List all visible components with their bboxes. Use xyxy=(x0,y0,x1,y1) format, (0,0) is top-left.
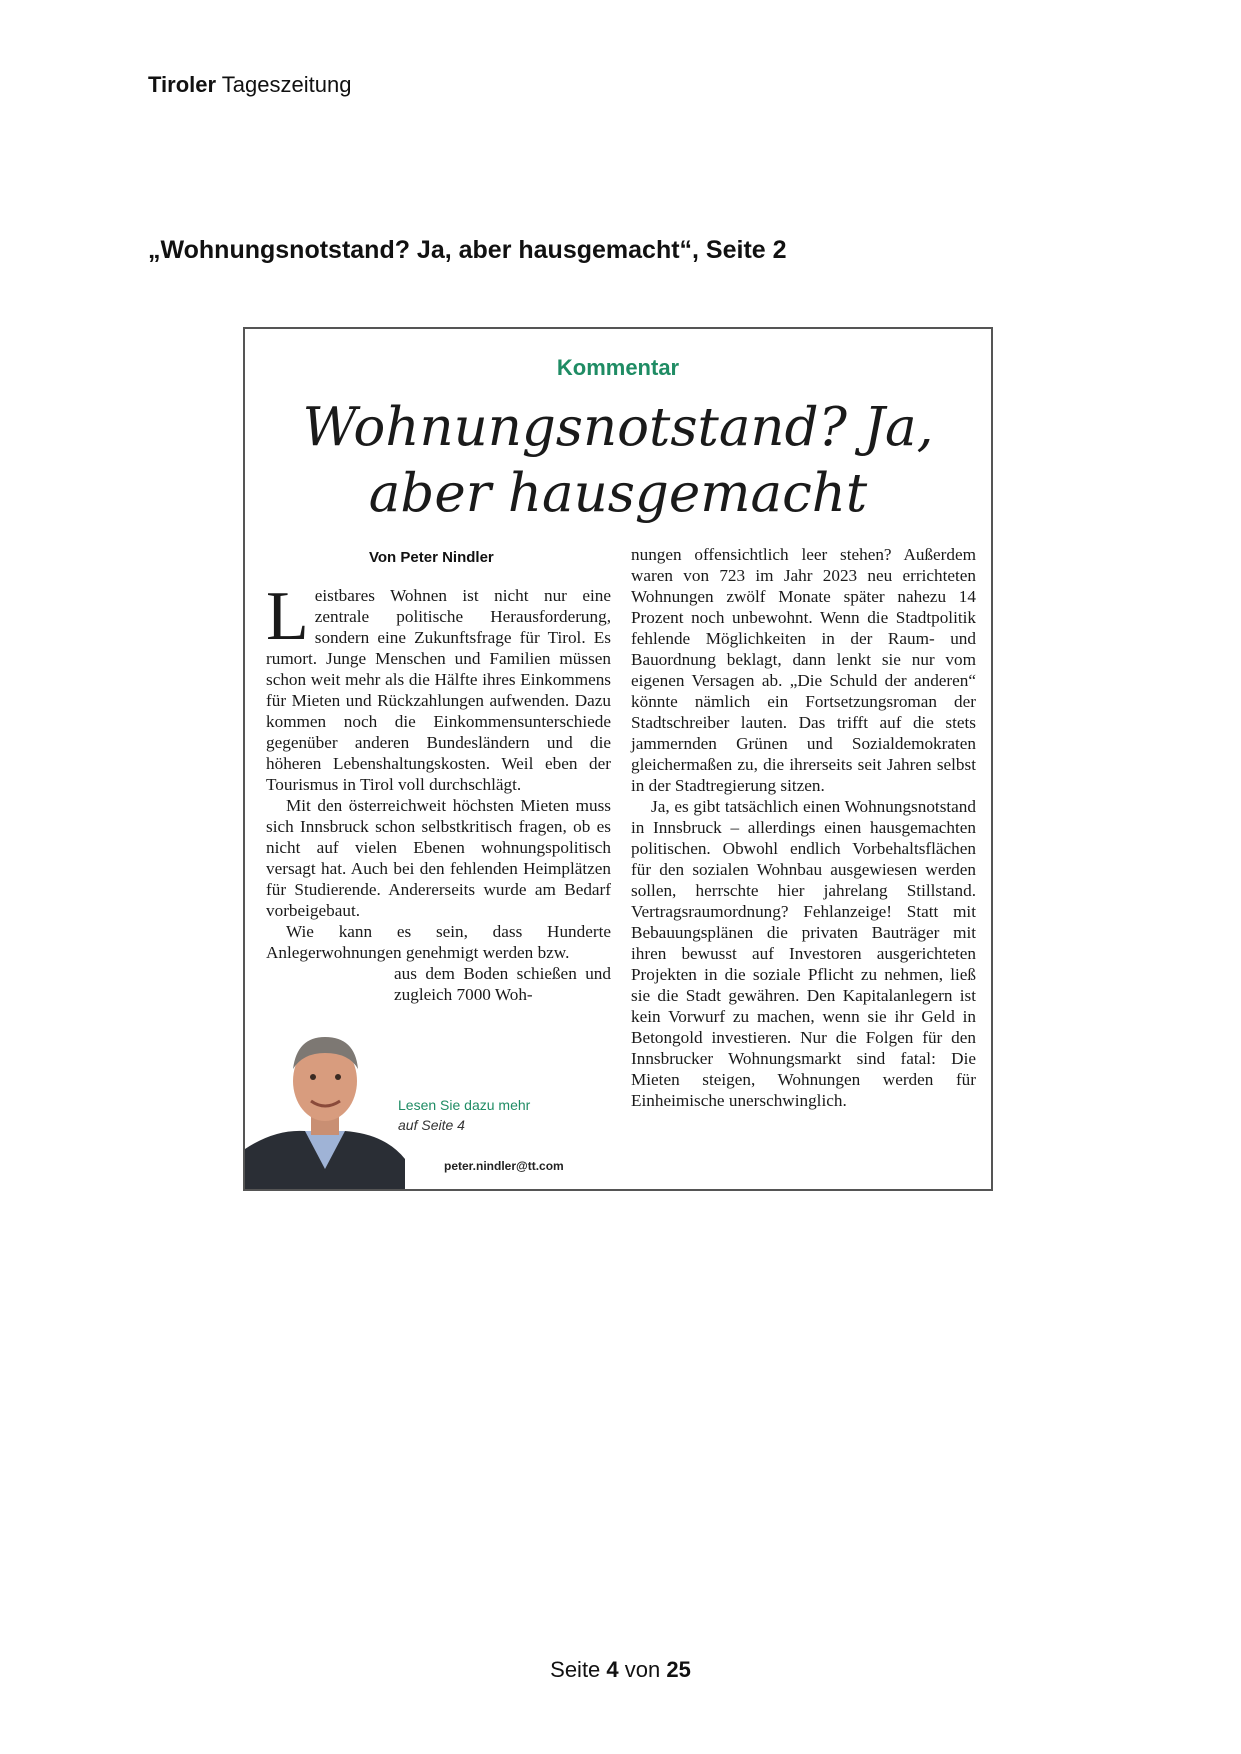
publication-name xyxy=(148,72,351,98)
headline xyxy=(245,395,991,527)
article-clipping xyxy=(243,327,993,1191)
footer-middle: von xyxy=(618,1657,667,1682)
right-paragraph-1: nungen offensichtlich leer stehen? Außerdem waren von 723 im Jahr 2023 neu errichteten Wohnungen zwölf Monate später nahezu 14 Prozent noch unbewohnt. Wenn die Stadtpolitik fehlende Möglichkeiten in der Raum- und Bauordnung beklagt, dann lenkt sie nur vom eigenen Versagen ab. „Die Schuld der anderen“ könnte nämlich ein Fortsetzungsroman der Stadtschreiber lauten. Das trifft auf die stets jammernden Grünen und Sozialdemokraten gleichermaßen zu, die ihrerseits seit Jahren selbst in der Stadtregierung sitzen. xyxy=(631,545,976,795)
footer-page-number: 4 xyxy=(606,1657,619,1682)
teaser-line1: Lesen Sie dazu mehr xyxy=(398,1097,531,1113)
author-photo xyxy=(245,1019,405,1189)
dropcap: L xyxy=(266,578,309,655)
brand-rest: Tageszeitung xyxy=(216,72,352,97)
footer-page-total: 25 xyxy=(666,1657,691,1682)
paragraph-1-text: eistbares Wohnen ist nicht nur eine zentrale politische Herausforderung, sondern eine Zukunftsfrage für Tirol. Es rumort. Junge Menschen und Familien müssen schon weit mehr als die Hälfte ihres Einkommens für Mieten und Rückzahlungen aufwenden. Dazu kommen noch die Einkommensunterschiede gegenüber anderen Bundesländern und die höheren Lebenshaltungskosten. Weil eben der Tourismus in Tirol voll durchschlägt. xyxy=(266,586,611,794)
brand-bold: Tiroler xyxy=(148,72,217,97)
page-footer xyxy=(0,1657,1241,1683)
teaser xyxy=(398,1095,530,1135)
author-email[interactable]: peter.nindler@tt.com xyxy=(444,1159,564,1173)
footer-prefix: Seite xyxy=(550,1657,607,1682)
paragraph-2: Mit den österreichweit höchsten Mieten muss sich Innsbruck schon selbstkritisch fragen, ob es nicht auf vielen Ebenen wohnungspolitisch versagt hat. Auch bei den fehlenden Heimplätzen für Studierende. Andererseits wurde am Bedarf vorbeigebaut. xyxy=(266,796,611,920)
right-column xyxy=(631,544,976,1111)
byline: Von Peter Nindler xyxy=(369,549,494,566)
headline-line2: aber hausgemacht xyxy=(368,463,868,524)
left-column xyxy=(266,578,611,1005)
teaser-line2: auf Seite 4 xyxy=(398,1117,465,1133)
kicker: Kommentar xyxy=(556,355,680,380)
paragraph-3: Wie kann es sein, dass Hunderte Anlegerwohnungen genehmigt werden bzw. xyxy=(266,922,611,962)
right-paragraph-2: Ja, es gibt tatsächlich einen Wohnungsnotstand in Innsbruck – allerdings einen hausgemachten politischen. Obwohl endlich Vorbehaltsflächen für den sozialen Wohnbau ausgewiesen werden sollen, herrschte hier jahrelang Stillstand. Vertragsraumordnung? Fehlanzeige! Statt mit Bebauungsplänen die privaten Bauträger mit ihren bewusst auf Investoren ausgerichteten Projekten in die soziale Pflicht zu nehmen, ließ sie die Stadt gewähren. Den Kapitalanlegern ist kein Vorwurf zu machen, wenn sie ihr Geld in Betongold investieren. Nur die Folgen für den Innsbrucker Wohnungsmarkt sind fatal: Die Mieten steigen, Wohnungen werden für Einheimische unerschwinglich. xyxy=(631,797,976,1110)
clip-title: „Wohnungsnotstand? Ja, aber hausgemacht“, Seite 2 xyxy=(148,236,787,264)
paragraph-3-tail: aus dem Boden schießen und zugleich 7000 Woh- xyxy=(394,964,611,1004)
paragraph-1 xyxy=(266,578,611,795)
headline-line1: Wohnungsnotstand? Ja, xyxy=(302,397,934,458)
